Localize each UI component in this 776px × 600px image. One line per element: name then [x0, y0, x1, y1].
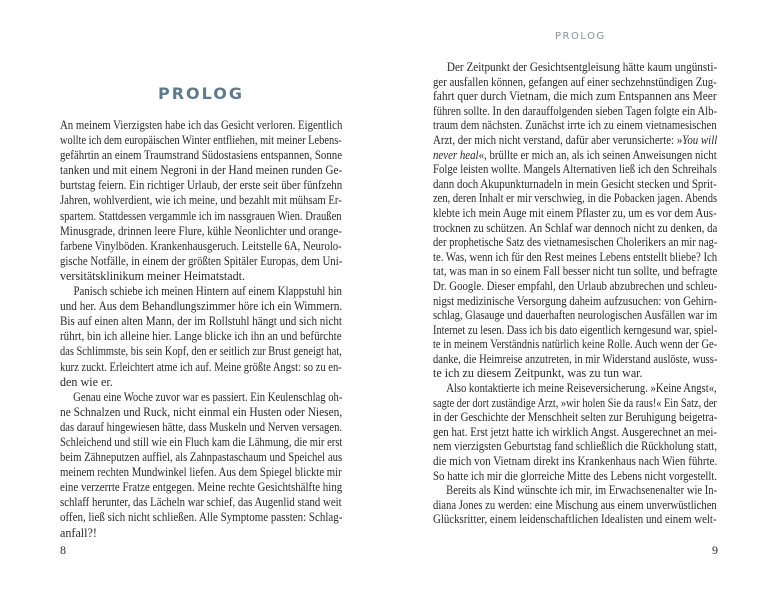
- text-line: farbene Vinylböden. Krankenhausgeruch. Leitstelle 6A, Neurolo-: [60, 238, 342, 253]
- text-line: Bis auf einen alten Mann, der im Rollstuhl hängt und sich nicht: [60, 314, 342, 329]
- text-line: Jahren, wohlverdient, wie ich meine, und bezahlt mit mühsam Er-: [60, 193, 342, 208]
- right-page: [388, 0, 776, 600]
- text-line: wollte ich dem europäischen Winter entfliehen, mit meiner Lebens-: [60, 133, 342, 148]
- text-line: Internet zu lesen. Dass ich bis dato eigentlich kerngesund war, spiel-: [433, 322, 718, 337]
- text-line: ger ausfallen können, gefangen auf einer sechzehnstündigen Zug-: [433, 74, 717, 89]
- text-line: meinem rechten Mundwinkel liefen. Aus dem Spiegel blickte mir: [60, 465, 342, 480]
- text-line: Dr. Google. Dieser empfahl, den Urlaub abzubrechen und schleu-: [433, 278, 718, 293]
- text-line: rührt, bin ich alleine hier. Lange blicke ich ihn an und befürchte: [60, 329, 342, 344]
- text-line: trocknen zu schützen. An Schlaf war dennoch nicht zu denken, da: [433, 220, 718, 235]
- text-line: Bereits als Kind wünschte ich mir, im Erwachsenenalter wie In-: [446, 483, 718, 498]
- paragraph: [433, 381, 717, 483]
- text-line: das Schlimmste, bis sein Kopf, den er seitlich zur Brust geneigt hat,: [60, 344, 342, 359]
- text-line: diana Jones zu werden: eine Mischung aus einem unverwüstlichen: [433, 497, 717, 512]
- left-page-body: [60, 118, 342, 541]
- text-line: Folge leisten wollte. Mangels Alternativen ließ ich den Schreihals: [433, 162, 717, 177]
- text-line: der prophetische Satz des vietnamesischen Cholerikers an mir nag-: [433, 235, 718, 250]
- text-line: und her. Aus dem Behandlungszimmer höre ich ein Wimmern.: [60, 299, 343, 314]
- text-line: klebte ich mein Auge mit einem Pflaster zu, um es vor dem Aus-: [433, 205, 717, 220]
- text-line: traum dem nächsten. Zunächst irrte ich zu einem vietnamesischen: [433, 118, 717, 133]
- text-line: ne Schnalzen und Ruck, nicht einmal ein Husten oder Niesen,: [60, 404, 343, 419]
- text-line: eine verzerrte Fratze entgegen. Meine rechte Gesichtshälfte hing: [60, 480, 343, 495]
- text-line: Panisch schiebe ich meinen Hintern auf einem Klappstuhl hin: [73, 284, 342, 299]
- paragraph: [60, 284, 342, 390]
- text-line: te ich zu diesem Zeitpunkt, was zu tun war.: [433, 366, 643, 381]
- text-line: nigst medizinische Versorgung daheim aufzusuchen: von Gehirn-: [433, 293, 717, 308]
- text-line: gefährtin an einem Traumstrand Südostasiens entspannen, Sonne: [60, 148, 343, 163]
- text-line: schlaff herunter, das Lächeln war schief, das Augenlid stand weit: [60, 495, 342, 510]
- text-line: nem vierzigsten Geburtstag fand schließlich die Rückholung statt,: [433, 439, 718, 454]
- text-line: in der Geschichte der Menschheit selten zur Beruhigung beigetra-: [433, 410, 718, 425]
- text-line: kurz zuckt. Erleichtert atme ich auf. Meine größte Angst: so zu en-: [60, 359, 342, 374]
- text-line: te in meinem Verständnis natürlich keine Rolle. Auch wenn der Ge-: [433, 337, 718, 352]
- text-line: So hatte ich mir die glorreiche Mitte des Lebens nicht vorgestellt.: [433, 468, 718, 483]
- text-line: never heal«, brüllte er mich an, als ich seinen Anweisungen nicht: [433, 147, 717, 162]
- text-line: Also kontaktierte ich meine Reiseversicherung. »Keine Angst«,: [446, 381, 717, 396]
- text-line: Der Zeitpunkt der Gesichtsentgleisung hätte kaum ungünsti-: [446, 60, 718, 74]
- page-number: 8: [60, 543, 66, 557]
- text-line: spartem. Stattdessen vergammle ich im nassgrauen Wien. Draußen: [60, 208, 342, 223]
- text-line: Schleichend und still wie ein Fluch kam die Lähmung, die mir erst: [60, 434, 343, 449]
- text-line: tanken und mit einem Negroni in der Hand meinen runden Ge-: [60, 163, 343, 178]
- running-head: PROLOG: [555, 31, 606, 42]
- text-line: Genau eine Woche zuvor war es passiert. Ein Keulenschlag oh-: [73, 389, 343, 404]
- text-line: anfall?!: [60, 525, 97, 540]
- text-line: zen, deren Inhalt er mir verschwieg, in die Pobacken jagen. Abends: [433, 191, 718, 206]
- text-line: An meinem Vierzigsten habe ich das Gesicht verloren. Eigentlich: [60, 118, 343, 132]
- text-line: tat, was man in so einem Fall besser nicht tun sollte, und befragte: [433, 264, 718, 279]
- paragraph: [60, 118, 342, 284]
- text-line: versitätsklinikum meiner Heimatstadt.: [60, 268, 246, 283]
- paragraph: [433, 483, 717, 527]
- text-line: den wie er.: [60, 374, 113, 389]
- text-line: Minusgrade, drinnen leere Flure, kühle Neonlichter und orange-: [60, 223, 342, 238]
- paragraph: [433, 60, 717, 381]
- text-line: Arzt, der mich nicht verstand, dafür aber verunsicherte: »You will: [433, 132, 718, 147]
- chapter-title: PROLOG: [157, 84, 244, 103]
- text-line: danke, die Heimreise anzutreten, in mir Widerstand auslöste, wuss-: [433, 351, 718, 366]
- page-number: 9: [712, 543, 718, 557]
- text-line: gische Notfälle, in einem der größten Spitäler Europas, dem Uni-: [60, 253, 343, 268]
- text-line: Glücksritter, einem leidenschaftlichen Idealisten und einem welt-: [433, 512, 717, 527]
- text-line: offen, ließ sich nicht schließen. Alle Symptome passten: Schlag-: [60, 510, 343, 525]
- right-page-body: [433, 60, 717, 527]
- text-line: fahrt quer durch Vietnam, die mich zum Entspannen ans Meer: [433, 89, 717, 104]
- text-line: sagte der dort zuständige Arzt, »wir holen Sie da raus!« Ein Satz, der: [433, 395, 717, 410]
- text-line: burtstag feiern. Ein richtiger Urlaub, der erste seit über fünfzehn: [60, 178, 343, 193]
- text-line: schlag, Glasauge und dauerhaften neurologischen Ausfällen war im: [433, 308, 718, 323]
- paragraph: [60, 390, 342, 541]
- text-line: gen hat. Erst jetzt hatte ich wirklich Angst. Ausgerechnet an mei-: [433, 424, 718, 439]
- text-line: te. Was, wenn ich für den Rest meines Lebens entstellt bliebe? Ich: [433, 249, 718, 264]
- text-line: führen sollte. In den darauffolgenden sieben Tagen folgte ein Alb-: [433, 103, 718, 118]
- text-line: die mich von Vietnam direkt ins Krankenhaus nach Wien führte.: [433, 454, 718, 469]
- text-line: dann doch Akupunkturnadeln in mein Gesicht stecken und Sprit-: [433, 176, 717, 191]
- text-line: beim Zähneputzen auffiel, als Zahnpastaschaum und Speichel aus: [60, 450, 343, 465]
- text-line: das darauf hingewiesen hätte, dass Muskeln und Nerven versagen.: [60, 419, 343, 434]
